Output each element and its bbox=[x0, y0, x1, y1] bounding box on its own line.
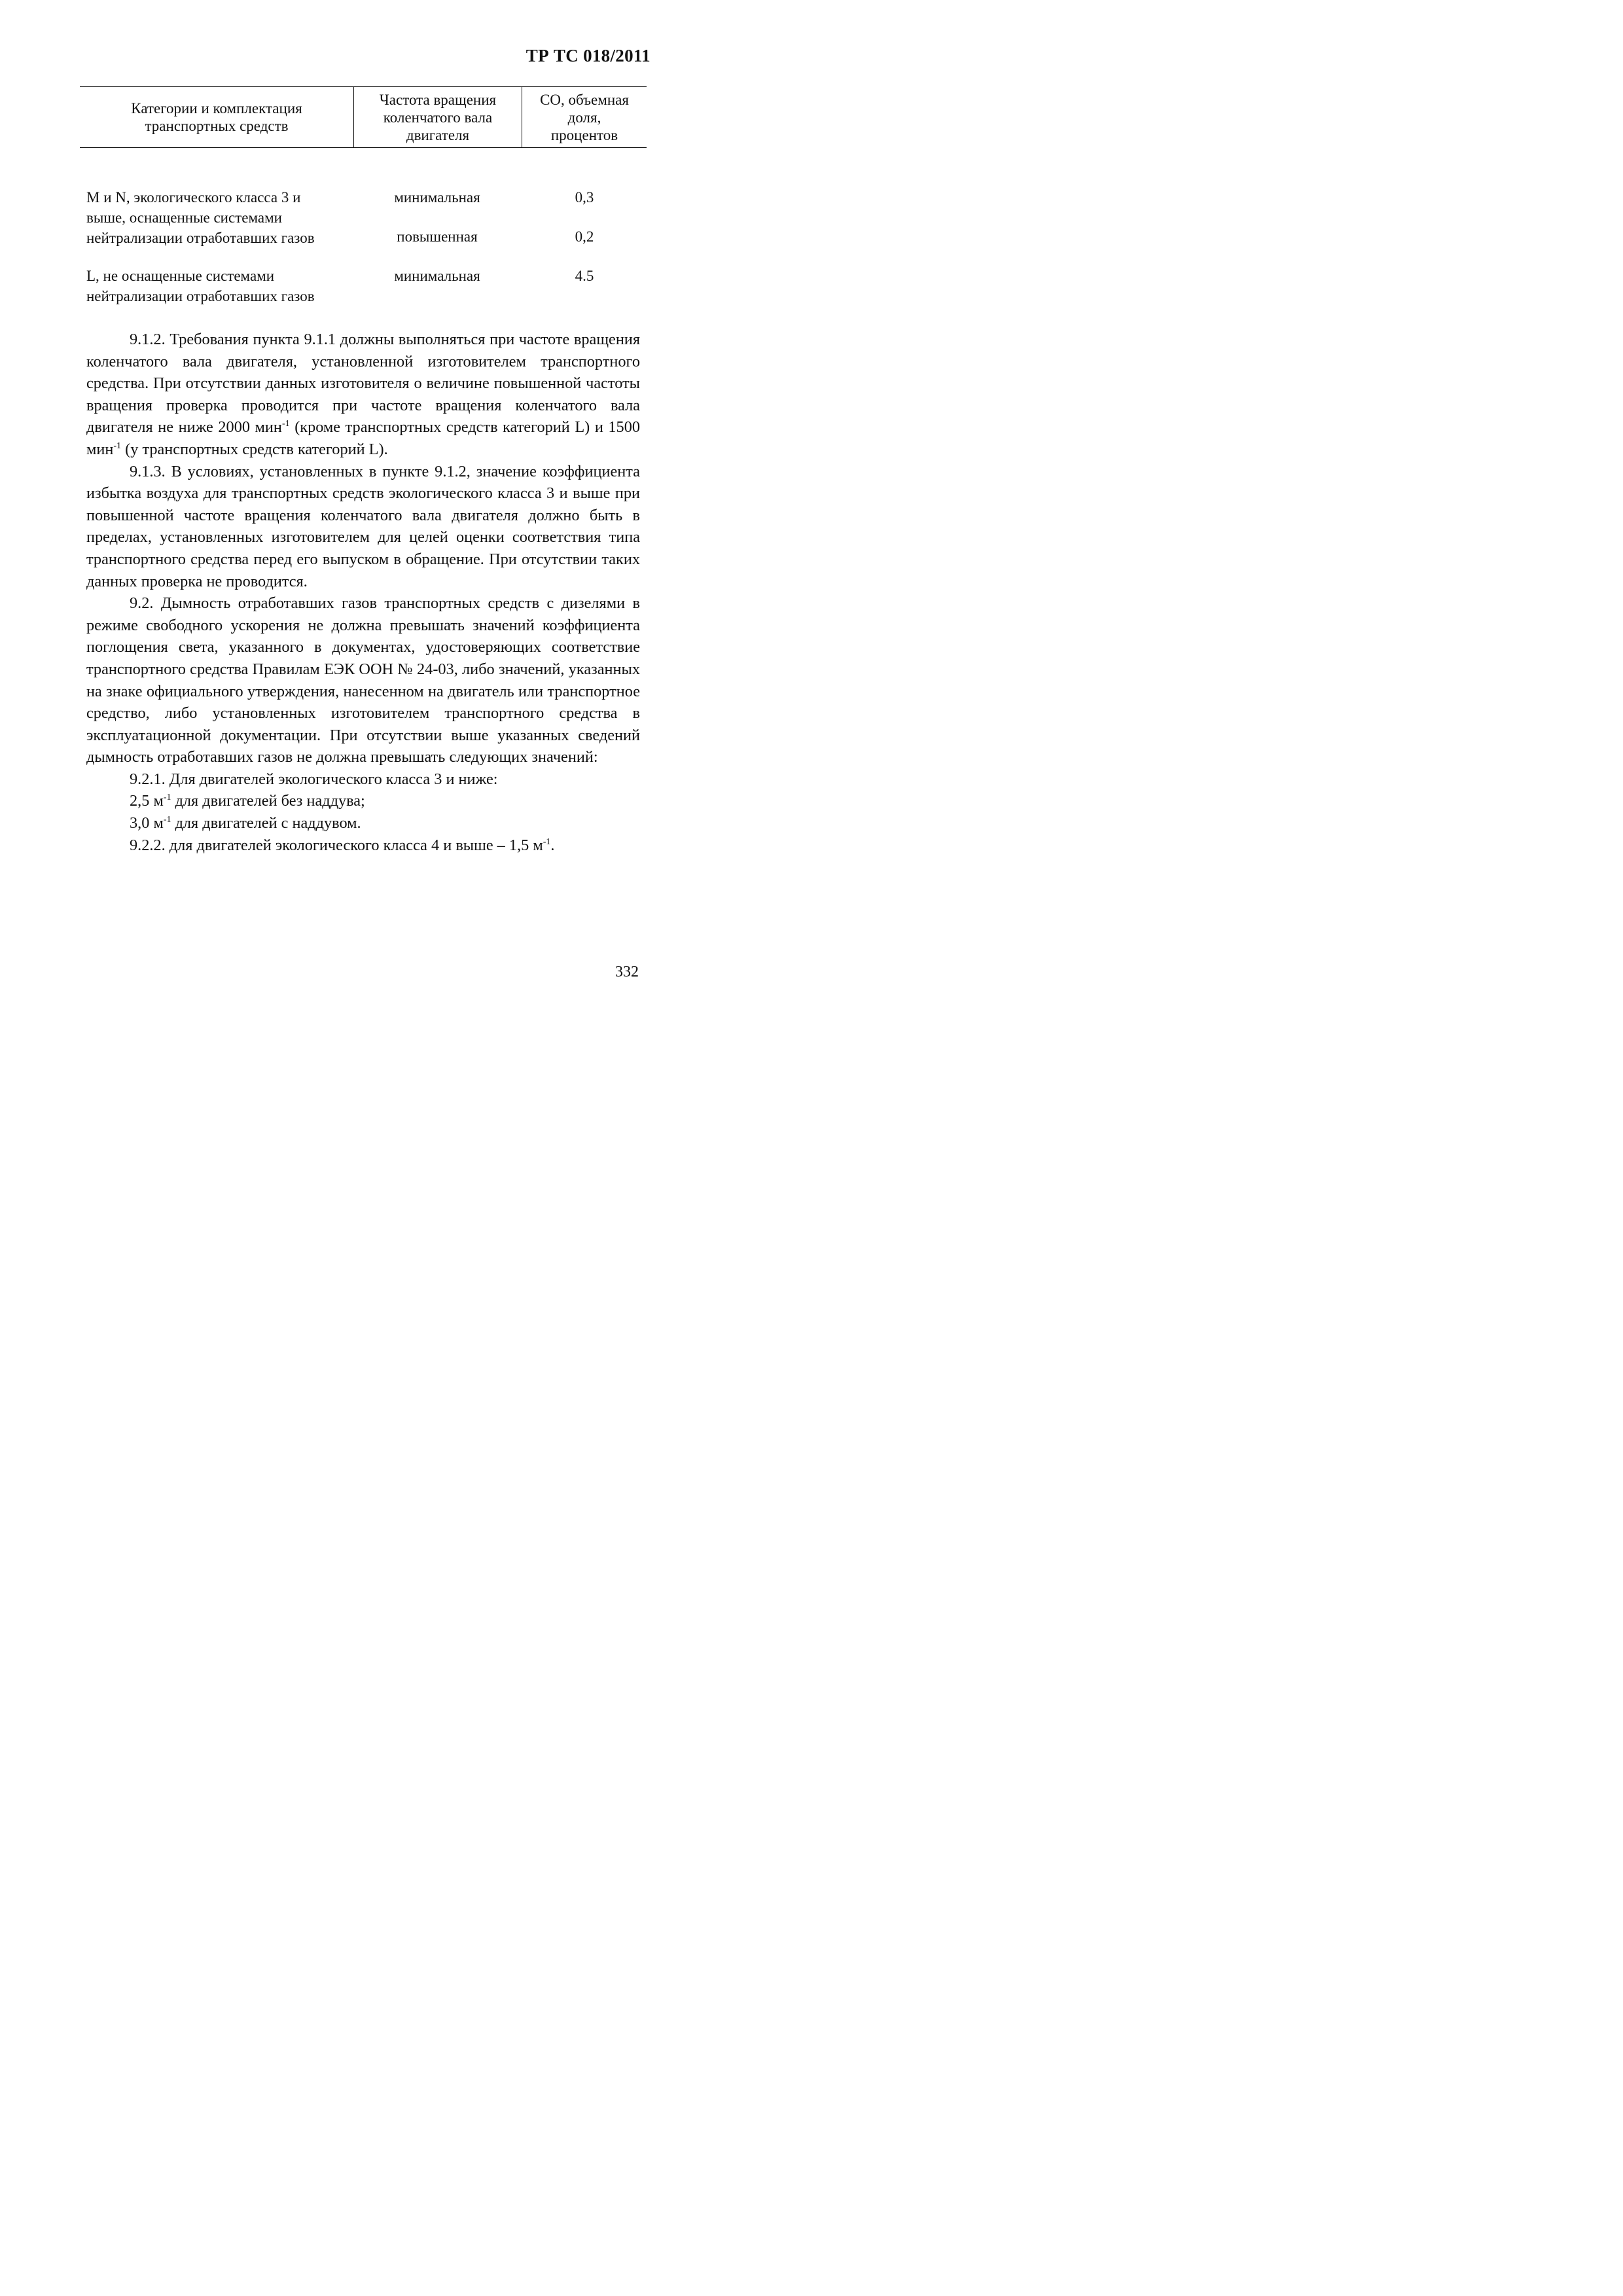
table-cell-co-value: 4.5 bbox=[575, 268, 594, 284]
table-cell-category: M и N, экологического класса 3 и выше, оснащенные системами нейтрализации отработавших газов bbox=[86, 189, 315, 246]
superscript: -1 bbox=[163, 814, 171, 825]
limit-line-no-turbo: 2,5 $м^{-1}$ для двигателей без наддува; bbox=[130, 792, 365, 810]
table-cell-co-value: 0,3 bbox=[575, 189, 594, 206]
paragraph-9-1-3: 9.1.3. В условиях, установленных в пункте 9.1.2, значение коэффициента избытка воздуха для транспортных средств экологического класса 3 и выше при повышенной частоте вращения коленчатого вала двигателя должно быть в пределах, установленных изготовителем для целей оценки соответствия типа транспортного средства перед его выпуском в обращение. При отсутствии таких данных проверка не проводится. bbox=[86, 462, 640, 590]
column-header-engine-speed: Частота вращения коленчатого вала двигателя bbox=[354, 87, 522, 147]
table-cell-engine-speed: повышенная bbox=[397, 228, 478, 245]
table-cell-category: L, не оснащенные системами нейтрализации отработавших газов bbox=[86, 268, 315, 304]
column-header-co-fraction: CO, объемная доля, процентов bbox=[540, 91, 629, 143]
paragraph-9-1-2: 9.1.2. Требования пункта 9.1.1 должны выполняться при частоте вращения коленчатого вала двигателя, установленной изготовителем транспортного средства. При отсутствии данных изготовителя о величине повышенной частоты вращения проверка проводится при частоте вращения коленчатого вала двигателя не ниже 2000 мин$^{-1}$ (кроме транспортных средств категорий L) и 1500 мин$^{-1}$ (у транспортных средств категорий L). bbox=[86, 331, 640, 458]
paragraph-9-2: 9.2. Дымность отработавших газов транспортных средств с дизелями в режиме свободного ускорения не должна превышать значений коэффициента поглощения света, указанного в документах, удостоверяющих соответствие транспортного средства Правилам ЕЭК ООН № 24-03, либо значений, указанных на знаке официального утверждения, нанесенном на двигатель или транспортное средство, либо установленных изготовителем транспортного средства в эксплуатационной документации. При отсутствии выше указанных сведений дымность отработавших газов не должна превышать следующих значений: bbox=[86, 594, 640, 766]
table-cell-engine-speed: минимальная bbox=[394, 268, 480, 284]
superscript: -1 bbox=[163, 793, 171, 803]
page-number: 332 bbox=[615, 963, 639, 980]
paragraph-9-2-1: 9.2.1. Для двигателей экологического класса 3 и ниже: bbox=[130, 770, 498, 788]
table-cell-co-value: 0,2 bbox=[575, 228, 594, 245]
limit-line-turbo: 3,0 $м^{-1}$ для двигателей с наддувом. bbox=[130, 814, 361, 833]
table-cell-engine-speed: минимальная bbox=[394, 189, 480, 206]
document-body bbox=[86, 329, 640, 856]
document-code: ТР ТС 018/2011 bbox=[526, 46, 651, 65]
table-header bbox=[80, 86, 647, 148]
paragraph-9-2-2: 9.2.2. для двигателей экологического класса 4 и выше – 1,5 $м^{-1}$. bbox=[130, 836, 555, 854]
superscript: -1 bbox=[113, 440, 122, 451]
superscript: -1 bbox=[281, 419, 290, 429]
superscript: -1 bbox=[543, 836, 551, 847]
column-header-category: Категории и комплектация транспортных средств bbox=[80, 87, 354, 147]
